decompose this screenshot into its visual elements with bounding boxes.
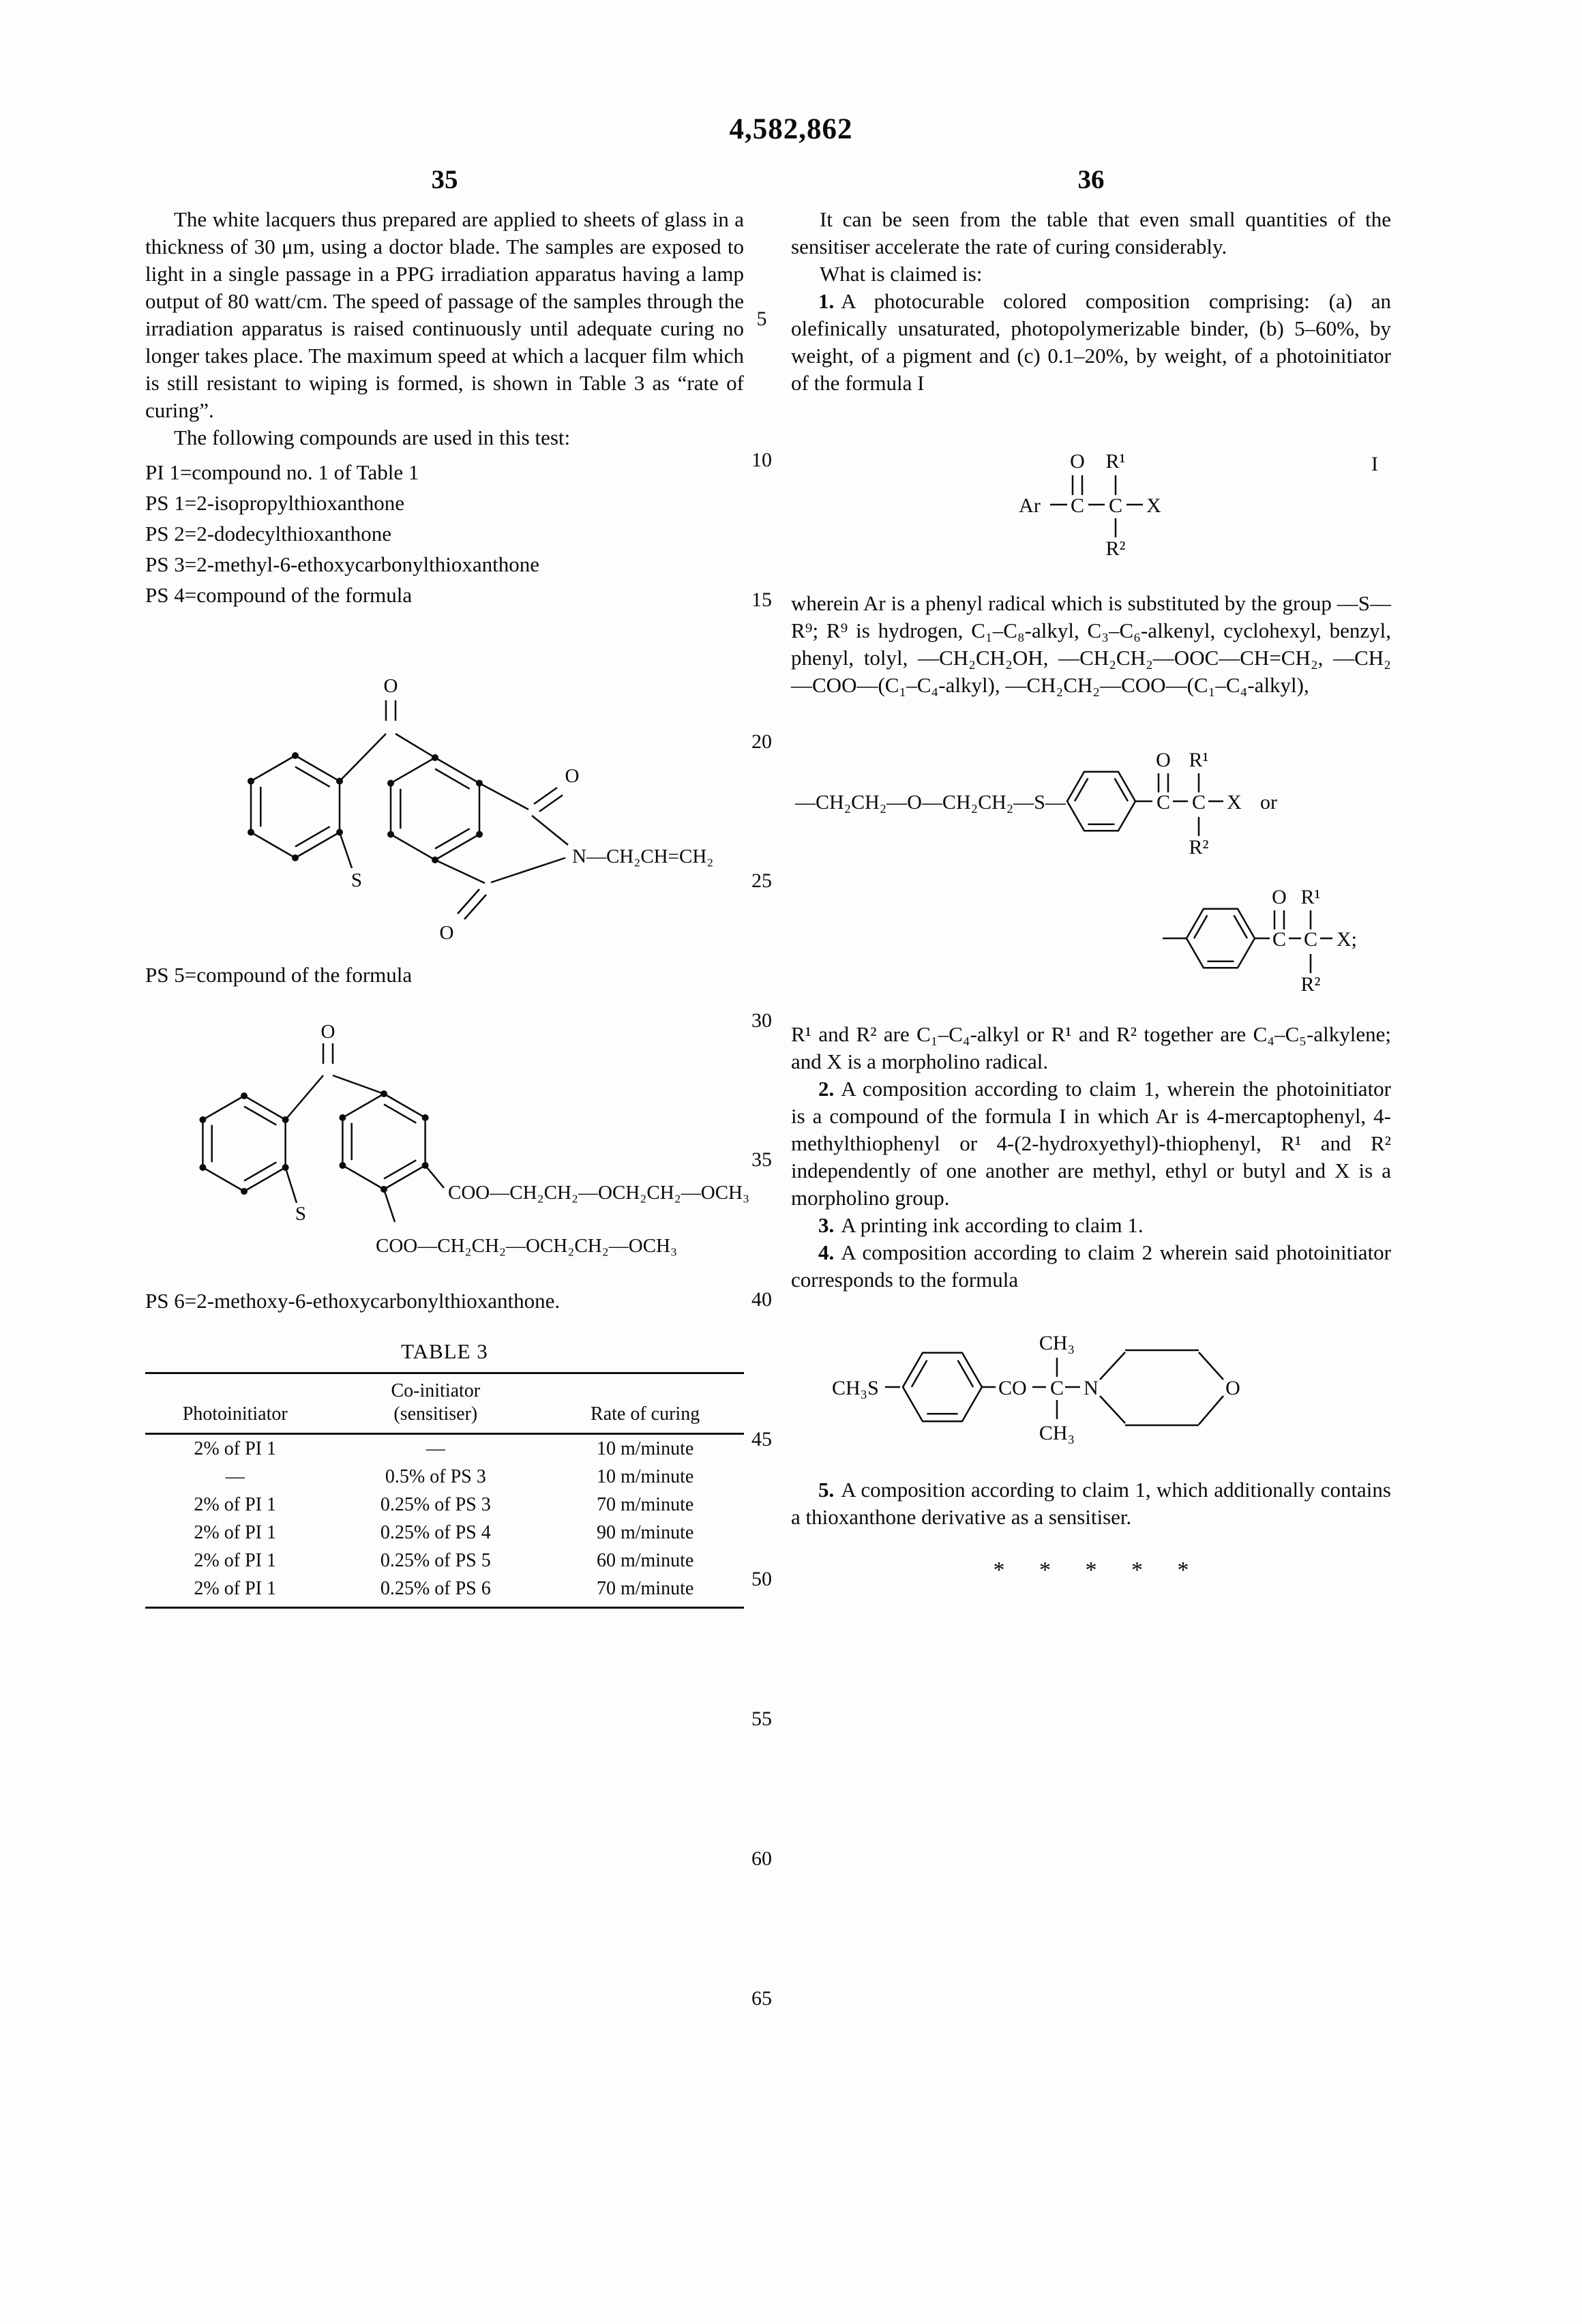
claim-3-text: A printing ink according to claim 1. <box>841 1213 1144 1237</box>
formula-4-n-label: N <box>1084 1377 1099 1399</box>
claim-4-number: 4. <box>818 1240 835 1264</box>
table-row: 2% of PI 1 0.25% of PS 4 90 m/minute <box>194 1522 694 1543</box>
gutter-line-number: 55 <box>751 1708 772 1730</box>
claim-3 <box>791 1212 1391 1239</box>
ps4-oxygen-top-label: O <box>383 675 398 697</box>
ps4-bonds <box>251 700 568 919</box>
formula-2-or-label: or <box>1260 791 1277 814</box>
claim-5-text: A composition according to claim 1, which additionally contains a thioxanthone derivative as a sensitiser. <box>791 1478 1391 1529</box>
formula-4-c-label: C <box>1049 1377 1064 1399</box>
formula-3-c2-label: C <box>1303 928 1318 951</box>
compound-definition-list <box>145 457 744 610</box>
ps5-ester-upper-label: COO—CH₂CH₂—OCH₂CH₂—OCH₃ <box>448 1182 750 1204</box>
gutter-line-number: 35 <box>751 1148 772 1171</box>
ps5-bonds <box>203 1043 444 1222</box>
compound-definition: PI 1=compound no. 1 of Table 1 <box>145 460 419 484</box>
right-column <box>791 206 1391 1584</box>
formula-2-chain-label: —CH₂CH₂—O—CH₂CH₂—S— <box>795 791 1066 814</box>
formula-3-r1-label: R¹ <box>1300 886 1321 908</box>
ps5-sulfur-label: S <box>295 1203 307 1225</box>
claim-3-number: 3. <box>818 1213 835 1237</box>
table-row: 2% of PI 1 0.25% of PS 3 70 m/minute <box>194 1494 694 1515</box>
table-3-header-photoinitiator: Photoinitiator <box>182 1403 288 1425</box>
formula-2-oxygen-label: O <box>1156 749 1171 771</box>
formula-1-roman-numeral: I <box>1371 453 1378 475</box>
claim-5-number: 5. <box>818 1478 835 1502</box>
column-number-right: 36 <box>1077 165 1105 194</box>
formula-3-c1-label: C <box>1272 928 1287 951</box>
ps5-vertex-dots <box>199 1090 428 1195</box>
claim-4-text: A composition according to claim 2 wherein said photoinitiator corresponds to the formula <box>791 1240 1391 1292</box>
claim-1 <box>791 288 1391 397</box>
formula-3-diagram <box>791 870 1391 1003</box>
formula-3-r2-label: R² <box>1300 973 1321 996</box>
formula-4-diagram <box>791 1322 1391 1459</box>
formula-4-ch3-top-label: CH₃ <box>1039 1332 1075 1354</box>
formula-1-diagram <box>791 436 1391 563</box>
gutter-line-number: 20 <box>751 730 772 753</box>
formula-3-oxygen-label: O <box>1272 886 1287 908</box>
claim-2 <box>791 1075 1391 1212</box>
formula-2-r2-label: R² <box>1189 836 1209 859</box>
formula-1-r2-label: R² <box>1105 537 1126 560</box>
ps4-n-allyl-label: N—CH₂CH=CH₂ <box>572 846 714 867</box>
ps5-oxygen-top-label: O <box>320 1021 335 1043</box>
formula-2-svg <box>791 736 1391 866</box>
ps6-label: PS 6=2-methoxy-6-ethoxycarbonylthioxanthone. <box>145 1289 561 1313</box>
claim-4 <box>791 1239 1391 1294</box>
left-column <box>145 206 750 1609</box>
claim-1-text: A photocurable colored composition comprising: (a) an olefinically unsaturated, photopolymerizable binder, (b) 5–60%, by weight, of a pigment and (c) 0.1–20%, by weight, of a photoinitiator of the formula I <box>791 289 1391 395</box>
table-3-header-coinitiator: Co-initiator (sensitiser) <box>391 1380 481 1425</box>
ps4-structure-svg <box>193 643 714 947</box>
compound-definition: PS 1=2-isopropylthioxanthone <box>145 491 405 515</box>
ps4-structure-diagram <box>193 643 744 947</box>
formula-4-co-label: CO <box>998 1377 1027 1399</box>
wherein-paragraph: wherein Ar is a phenyl radical which is substituted by the group —S—R⁹; R⁹ is hydrogen, C₁–C₈-alkyl, C₃–C₆-alkenyl, cyclohexyl, benzyl, phenyl, tolyl, —CH₂CH₂OH, —CH₂CH₂—OOC—CH=CH₂, —CH₂—COO—(C₁–C₄-alkyl), —CH₂CH₂—COO—(C₁–C₄-alkyl), <box>791 591 1391 697</box>
ps5-structure-diagram <box>145 1017 750 1277</box>
gutter-line-number: 50 <box>751 1568 772 1590</box>
gutter-line-number: 45 <box>751 1428 772 1450</box>
formula-1-oxygen-label: O <box>1070 450 1085 473</box>
gutter-line-number: 40 <box>751 1288 772 1311</box>
table-row: 2% of PI 1 — 10 m/minute <box>194 1438 694 1459</box>
compound-definition: PS 2=2-dodecylthioxanthone <box>145 522 392 546</box>
ps4-oxygen-lower-label: O <box>439 922 454 944</box>
gutter-line-number: 5 <box>756 308 767 330</box>
gutter-line-number: 25 <box>751 869 772 892</box>
formula-2-r1-label: R¹ <box>1189 749 1209 771</box>
table-3-header-rate: Rate of curing <box>591 1403 700 1425</box>
formula-4-morpholine-oxygen-label: O <box>1225 1377 1240 1399</box>
r-groups-paragraph: R¹ and R² are C₁–C₄-alkyl or R¹ and R² together are C₄–C₅-alkylene; and X is a morpholino radical. <box>791 1022 1391 1073</box>
table-conclusion-paragraph: It can be seen from the table that even small quantities of the sensitiser accelerate the rate of curing considerably. <box>791 207 1391 258</box>
formula-1-c1-label: C <box>1070 494 1085 517</box>
claim-2-text: A composition according to claim 1, wherein the photoinitiator is a compound of the formula I in which Ar is 4-mercaptophenyl, 4-methylthiophenyl or 4-(2-hydroxyethyl)-thiophenyl, R¹ and R² independently of one another are methyl, ethyl or butyl and X is a morpholino group. <box>791 1077 1391 1210</box>
ps5-ester-lower-label: COO—CH₂CH₂—OCH₂CH₂—OCH₃ <box>376 1235 678 1257</box>
formula-2-diagram <box>791 736 1391 866</box>
lacquer-test-paragraph: The white lacquers thus prepared are applied to sheets of glass in a thickness of 30 μm, using a doctor blade. The samples are exposed to light in a single passage in a PPG irradiation apparatus having a lamp output of 80 watt/cm. The speed of passage of the samples through the irradiation apparatus is raised continuously until adequate curing no longer takes place. The maximum speed at which a lacquer film which is still resistant to wiping is formed, is shown in Table 3 as “rate of curing”. <box>145 207 744 422</box>
table-3 <box>145 1338 744 1609</box>
claim-1-number: 1. <box>818 289 835 313</box>
formula-1-bonds <box>1050 475 1143 537</box>
formula-1-svg <box>791 436 1391 563</box>
gutter-line-number: 65 <box>751 1987 772 2010</box>
formula-2-x-label: X <box>1227 791 1242 814</box>
formula-2-c2-label: C <box>1191 791 1206 814</box>
gutter-line-number: 10 <box>751 449 772 471</box>
formula-3-x-label: X; <box>1337 928 1357 951</box>
formula-1-r1-label: R¹ <box>1105 450 1126 473</box>
formula-4-ch3-bottom-label: CH₃ <box>1039 1422 1075 1444</box>
compound-definition: PS 4=compound of the formula <box>145 583 413 607</box>
formula-4-svg <box>791 1322 1391 1459</box>
table-row: — 0.5% of PS 3 10 m/minute <box>225 1466 694 1487</box>
formula-1-x-label: X <box>1146 494 1161 517</box>
ps5-label: PS 5=compound of the formula <box>145 963 413 987</box>
gutter-line-number: 15 <box>751 589 772 611</box>
ps4-oxygen-upper-label: O <box>565 765 580 787</box>
patent-number: 4,582,862 <box>729 113 853 145</box>
end-of-claims-asterisks: * * * * * <box>993 1558 1189 1583</box>
formula-3-svg <box>791 870 1391 1003</box>
formula-4-ch3s-label: CH₃S <box>832 1377 879 1399</box>
claims-intro: What is claimed is: <box>820 262 983 286</box>
formula-1-c2-label: C <box>1108 494 1123 517</box>
column-number-left: 35 <box>431 165 458 194</box>
table-3-header-row <box>145 1374 744 1435</box>
formula-2-c1-label: C <box>1156 791 1171 814</box>
gutter-line-number: 30 <box>751 1009 772 1032</box>
table-3-grid <box>145 1372 744 1609</box>
ps5-structure-svg <box>145 1017 750 1277</box>
claim-2-number: 2. <box>818 1077 835 1101</box>
ps4-vertex-dots <box>248 752 483 863</box>
gutter-line-number: 60 <box>751 1847 772 1870</box>
claim-5 <box>791 1476 1391 1531</box>
table-row: 2% of PI 1 0.25% of PS 6 70 m/minute <box>194 1578 694 1599</box>
ps4-sulfur-label: S <box>350 869 363 891</box>
table-row: 2% of PI 1 0.25% of PS 5 60 m/minute <box>194 1550 694 1571</box>
formula-1-ar-label: Ar <box>1019 494 1041 517</box>
compound-definition: PS 3=2-methyl-6-ethoxycarbonylthioxanthone <box>145 552 539 576</box>
table-3-title: TABLE 3 <box>401 1339 488 1363</box>
compounds-intro-paragraph: The following compounds are used in this test: <box>174 426 571 449</box>
